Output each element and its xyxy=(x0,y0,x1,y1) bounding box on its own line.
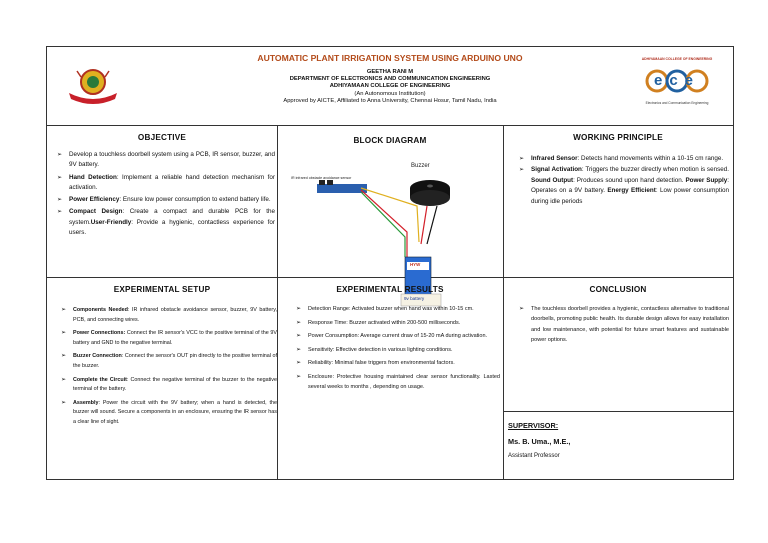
department-logo xyxy=(637,57,717,109)
battery-brand: HYW xyxy=(410,262,421,267)
battery-label: 9v battery xyxy=(404,296,425,301)
department-logo-subtitle: Electronics and Communication Engineering xyxy=(645,101,709,105)
experimental-setup-title: EXPERIMENTAL SETUP xyxy=(113,285,211,294)
list-item: ➢ Reliability: Minimal false triggers from environmental factors. xyxy=(296,359,500,369)
poster-header xyxy=(47,47,733,126)
poster-title: AUTOMATIC PLANT IRRIGATION SYSTEM USING ARDUINO UNO xyxy=(257,53,523,63)
sensor-label: IR infrared obstacle avoidance sensor xyxy=(291,176,352,180)
department-logo-caption: ADHIYAMAAN COLLEGE OF ENGINEERING xyxy=(641,57,713,61)
list-item: ➢ Compact Design: Create a compact and durable PCB for the system.User-Friendly: Provide a hygienic, contactless experience for users. xyxy=(57,207,275,238)
supervisor-name: Ms. B. Uma., M.E., xyxy=(508,437,571,446)
approval-line: Approved by AICTE, Affiliated to Anna University, Chennai Hosur, Tamil Nadu, India xyxy=(283,98,497,104)
list-item: ➢ Detection Range: Activated buzzer when hand was within 10-15 cm. xyxy=(296,305,500,315)
block-diagram-title: BLOCK DIAGRAM xyxy=(353,136,427,145)
results-list xyxy=(296,305,500,396)
list-item: ➢ Power Consumption: Average current draw of 15-20 mA during activation. xyxy=(296,332,500,342)
author-name: GEETHA RANI M xyxy=(366,69,414,75)
list-item: ➢ Assembly: Power the circuit with the 9V battery; when a hand is detected, the buzzer will sound. Secure a components in an enclosure, ensuring the IR sensor has a clear line of sight. xyxy=(61,399,277,428)
list-item: ➢ Signal Activation: Triggers the buzzer directly when motion is sensed. Sound Output: Produces sound upon hand detection. Power Supply: Operates on a 9V battery. Energy Efficient: Low power consumption during idle periods xyxy=(519,165,729,208)
supervisor-role: Assistant Professor xyxy=(508,453,560,459)
list-item: ➢ Buzzer Connection: Connect the sensor's OUT pin directly to the positive terminal of the buzzer. xyxy=(61,352,277,371)
experimental-results-title: EXPERIMENTAL RESULTS xyxy=(336,285,444,294)
buzzer-label: Buzzer xyxy=(411,163,430,169)
list-item: ➢ Enclosure: Protective housing maintained clear sensor functionality. Lasted several weeks to months , depending on usage. xyxy=(296,373,500,392)
list-item: ➢ Infrared Sensor: Detects hand movements within a 10-15 cm range. xyxy=(519,154,729,165)
ir-emitter xyxy=(319,180,325,185)
list-item: ➢ Power Efficiency: Ensure low power consumption to extend battery life. xyxy=(57,195,275,205)
objective-list xyxy=(57,150,275,240)
column-divider-left xyxy=(277,125,278,479)
list-item: ➢ Components Needed: IR infrared obstacle avoidance sensor, buzzer, 9V battery, PCB, and connecting wires. xyxy=(61,306,277,325)
institution-status: (An Autonomous Institution) xyxy=(354,91,426,97)
list-item: ➢ Hand Detection: Implement a reliable hand detection mechanism for activation. xyxy=(57,173,275,194)
list-item: ➢ The touchless doorbell provides a hygienic, contactless alternative to traditional doorbells, promoting public health. Its durable design allows for easy installation and low maintenance, with potential for future smart features and sustainable power options. xyxy=(519,304,729,345)
department-logo-text: ece xyxy=(653,72,701,89)
poster xyxy=(46,46,734,480)
ir-sensor-board xyxy=(317,184,367,193)
list-item: ➢ Sensitivity: Effective detection in various lighting conditions. xyxy=(296,346,500,356)
setup-list xyxy=(61,306,277,432)
working-list xyxy=(519,154,729,208)
list-item: ➢ Response Time: Buzzer activated within 200-500 milliseconds. xyxy=(296,319,500,329)
list-item: ➢ Develop a touchless doorbell system using a PCB, IR sensor, buzzer, and 9V battery. xyxy=(57,150,275,171)
list-item: ➢ Complete the Circuit: Connect the negative terminal of the buzzer to the negative terminal of the battery. xyxy=(61,376,277,395)
department-name: DEPARTMENT OF ELECTRONICS AND COMMUNICATION ENGINEERING xyxy=(289,76,491,82)
list-item: ➢ Power Connections: Connect the IR sensor's VCC to the positive terminal of the 9V battery and GND to the negative terminal. xyxy=(61,329,277,348)
supervisor-divider xyxy=(504,411,733,412)
working-principle-title: WORKING PRINCIPLE xyxy=(573,133,663,142)
conclusion-title: CONCLUSION xyxy=(589,285,647,294)
conclusion-list xyxy=(519,304,729,345)
objective-title: OBJECTIVE xyxy=(137,133,187,142)
ir-receiver xyxy=(327,180,333,185)
supervisor-heading: SUPERVISOR: xyxy=(508,421,559,430)
college-name: ADHIYAMAAN COLLEGE OF ENGINEERING xyxy=(329,83,451,89)
